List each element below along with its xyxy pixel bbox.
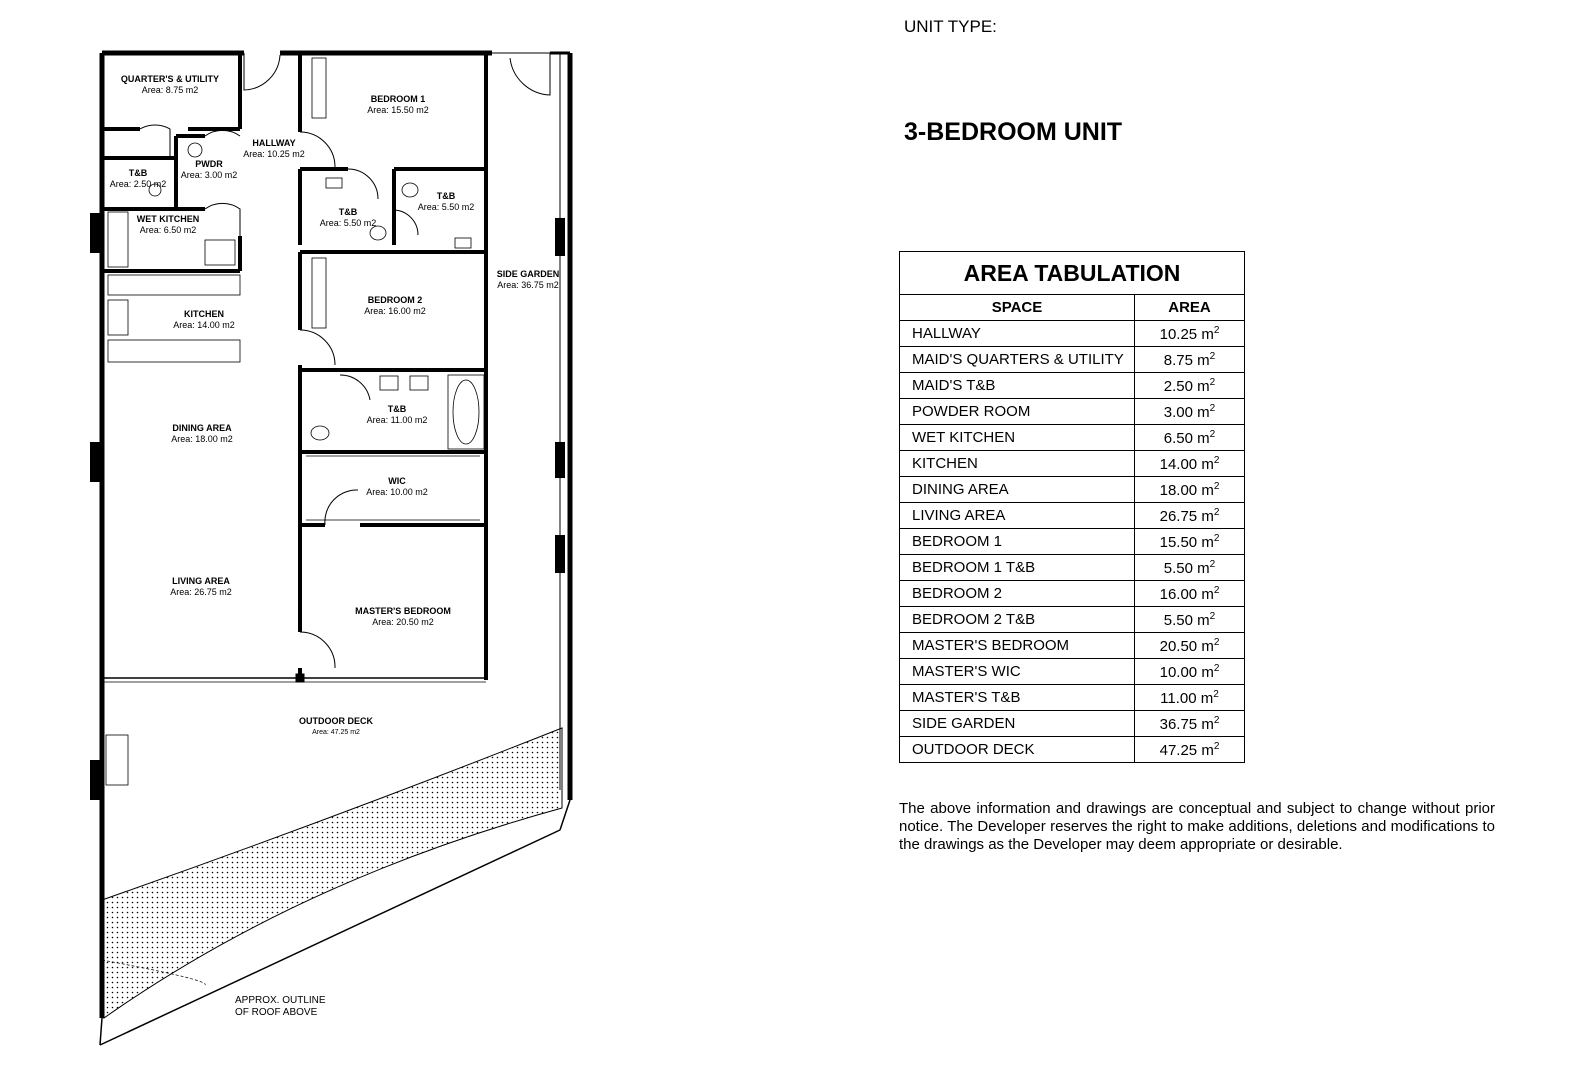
area-cell	[1135, 581, 1245, 607]
space-cell: HALLWAY	[900, 321, 1135, 347]
table-row	[900, 399, 1245, 425]
room-name: MASTER'S BEDROOM	[355, 606, 451, 616]
area-cell	[1135, 737, 1245, 763]
area-unit: m	[1201, 481, 1214, 499]
space-cell: OUTDOOR DECK	[900, 737, 1135, 763]
deck-glazing	[104, 674, 486, 682]
table-row	[900, 451, 1245, 477]
area-value: 36.75	[1159, 715, 1198, 733]
room-name: OUTDOOR DECK	[299, 716, 373, 726]
area-unit-power: 2	[1213, 480, 1220, 492]
table-row	[900, 555, 1245, 581]
table-row	[900, 581, 1245, 607]
column-header-space: SPACE	[900, 295, 1135, 321]
table-row	[900, 607, 1245, 633]
room-name: SIDE GARDEN	[496, 269, 560, 279]
roof-outline-note: OF ROOF ABOVE	[235, 1007, 318, 1018]
room-area: Area: 47.25 m2	[312, 729, 360, 736]
area-unit: m	[1201, 455, 1214, 473]
room-name: DINING AREA	[172, 423, 232, 433]
area-unit-power: 2	[1213, 636, 1220, 648]
area-value: 47.25	[1159, 741, 1198, 759]
area-unit: m	[1197, 377, 1210, 395]
area-value: 3.00	[1163, 403, 1193, 421]
area-cell	[1135, 477, 1245, 503]
area-value: 20.50	[1159, 637, 1198, 655]
area-value: 10.25	[1159, 325, 1198, 343]
area-unit-power: 2	[1213, 662, 1220, 674]
room-area: Area: 5.50 m2	[319, 218, 377, 228]
area-unit-power: 2	[1213, 584, 1220, 596]
area-cell	[1135, 373, 1245, 399]
space-cell: DINING AREA	[900, 477, 1135, 503]
roof-outline-note: APPROX. OUTLINE	[235, 995, 326, 1006]
area-unit-power: 2	[1213, 324, 1220, 336]
area-unit: m	[1197, 351, 1210, 369]
area-unit: m	[1201, 325, 1214, 343]
area-unit: m	[1197, 559, 1210, 577]
area-unit: m	[1201, 585, 1214, 603]
area-cell	[1135, 529, 1245, 555]
space-cell: KITCHEN	[900, 451, 1135, 477]
area-cell	[1135, 633, 1245, 659]
area-unit: m	[1201, 637, 1214, 655]
area-cell	[1135, 425, 1245, 451]
space-cell: MASTER'S BEDROOM	[900, 633, 1135, 659]
area-unit: m	[1201, 507, 1214, 525]
room-name: WET KITCHEN	[136, 214, 200, 224]
table-row	[900, 373, 1245, 399]
space-cell: POWDER ROOM	[900, 399, 1135, 425]
area-value: 10.00	[1159, 663, 1198, 681]
area-unit: m	[1201, 715, 1214, 733]
area-unit: m	[1200, 689, 1214, 707]
room-area: Area: 10.25 m2	[243, 149, 305, 159]
area-unit-power: 2	[1213, 506, 1220, 518]
area-unit-power: 2	[1213, 688, 1219, 700]
table-row	[900, 347, 1245, 373]
room-area: Area: 2.50 m2	[109, 179, 167, 189]
table-row	[900, 711, 1245, 737]
area-unit-power: 2	[1209, 376, 1216, 388]
room-area: Area: 20.50 m2	[372, 617, 434, 627]
room-name: T&B	[387, 404, 407, 414]
room-area: Area: 15.50 m2	[367, 105, 429, 115]
room-area: Area: 5.50 m2	[417, 202, 475, 212]
table-row	[900, 685, 1245, 711]
space-cell: BEDROOM 1	[900, 529, 1135, 555]
room-name: QUARTER'S & UTILITY	[120, 74, 220, 84]
space-cell: MAID'S QUARTERS & UTILITY	[900, 347, 1135, 373]
table-title: AREA TABULATION	[900, 252, 1245, 295]
space-cell: BEDROOM 1 T&B	[900, 555, 1135, 581]
area-cell	[1135, 321, 1245, 347]
area-cell	[1135, 607, 1245, 633]
room-area: Area: 18.00 m2	[171, 434, 233, 444]
bathroom-fixtures	[149, 143, 484, 449]
table-row	[900, 529, 1245, 555]
area-cell	[1135, 503, 1245, 529]
area-unit-power: 2	[1209, 402, 1216, 414]
area-unit: m	[1197, 403, 1210, 421]
room-name: T&B	[436, 191, 456, 201]
area-value: 15.50	[1159, 533, 1198, 551]
area-cell	[1135, 451, 1245, 477]
area-value: 16.00	[1159, 585, 1198, 603]
room-name: PWDR	[195, 159, 223, 169]
unit-type-label: UNIT TYPE:	[904, 17, 997, 36]
space-cell: WET KITCHEN	[900, 425, 1135, 451]
space-cell: MASTER'S T&B	[900, 685, 1135, 711]
area-unit-power: 2	[1209, 428, 1216, 440]
space-cell: SIDE GARDEN	[900, 711, 1135, 737]
area-unit: m	[1201, 663, 1214, 681]
space-cell: MASTER'S WIC	[900, 659, 1135, 685]
area-unit: m	[1201, 741, 1214, 759]
room-area: Area: 3.00 m2	[180, 170, 238, 180]
area-unit-power: 2	[1213, 714, 1220, 726]
table-row	[900, 321, 1245, 347]
space-cell: BEDROOM 2	[900, 581, 1135, 607]
space-cell: MAID'S T&B	[900, 373, 1135, 399]
area-cell	[1135, 399, 1245, 425]
area-cell	[1135, 659, 1245, 685]
roof-outline-hatch	[102, 728, 562, 1018]
room-name: T&B	[128, 168, 148, 178]
room-area: Area: 36.75 m2	[497, 280, 559, 290]
area-value: 8.75	[1163, 351, 1193, 369]
structural-columns	[90, 213, 565, 800]
room-name: WIC	[388, 476, 406, 486]
table-row	[900, 425, 1245, 451]
area-cell	[1135, 347, 1245, 373]
room-area: Area: 14.00 m2	[173, 320, 235, 330]
area-cell	[1135, 555, 1245, 581]
area-unit-power: 2	[1213, 740, 1220, 752]
area-unit-power: 2	[1213, 532, 1220, 544]
room-area: Area: 10.00 m2	[366, 487, 428, 497]
disclaimer-text: The above information and drawings are conceptual and subject to change without prior notice. The Developer reserves the right to make additions, deletions and modifications to the drawings as the Developer may deem appropriate or desirable.	[899, 800, 1495, 853]
table-row	[900, 737, 1245, 763]
table-row	[900, 503, 1245, 529]
room-name: BEDROOM 2	[367, 295, 423, 305]
area-value: 26.75	[1159, 507, 1198, 525]
space-cell: BEDROOM 2 T&B	[900, 607, 1135, 633]
area-cell	[1135, 711, 1245, 737]
area-value: 2.50	[1163, 377, 1193, 395]
room-area: Area: 6.50 m2	[139, 225, 197, 235]
area-value: 5.50	[1163, 611, 1193, 629]
table-body	[900, 321, 1245, 763]
area-value: 5.50	[1163, 559, 1193, 577]
area-unit-power: 2	[1209, 350, 1216, 362]
area-unit: m	[1197, 611, 1210, 629]
area-unit-power: 2	[1209, 610, 1216, 622]
area-value: 18.00	[1159, 481, 1198, 499]
unit-title: 3-BEDROOM UNIT	[904, 118, 1123, 146]
area-cell	[1135, 685, 1245, 711]
table-row	[900, 477, 1245, 503]
area-unit-power: 2	[1213, 454, 1220, 466]
area-value: 11.00	[1160, 689, 1197, 707]
space-cell: LIVING AREA	[900, 503, 1135, 529]
room-area: Area: 16.00 m2	[364, 306, 426, 316]
area-value: 14.00	[1159, 455, 1198, 473]
table-row	[900, 659, 1245, 685]
area-unit-power: 2	[1209, 558, 1216, 570]
room-area: Area: 26.75 m2	[170, 587, 232, 597]
room-name: LIVING AREA	[172, 576, 230, 586]
room-name: HALLWAY	[252, 138, 296, 148]
room-name: KITCHEN	[184, 309, 224, 319]
area-tabulation-table	[899, 251, 1245, 763]
area-unit: m	[1201, 533, 1214, 551]
area-unit: m	[1197, 429, 1210, 447]
room-area: Area: 8.75 m2	[141, 85, 199, 95]
room-name: T&B	[338, 207, 358, 217]
room-name: BEDROOM 1	[370, 94, 426, 104]
table-row	[900, 633, 1245, 659]
room-area: Area: 11.00 m2	[366, 415, 428, 425]
area-value: 6.50	[1163, 429, 1193, 447]
column-header-area: AREA	[1135, 295, 1245, 321]
